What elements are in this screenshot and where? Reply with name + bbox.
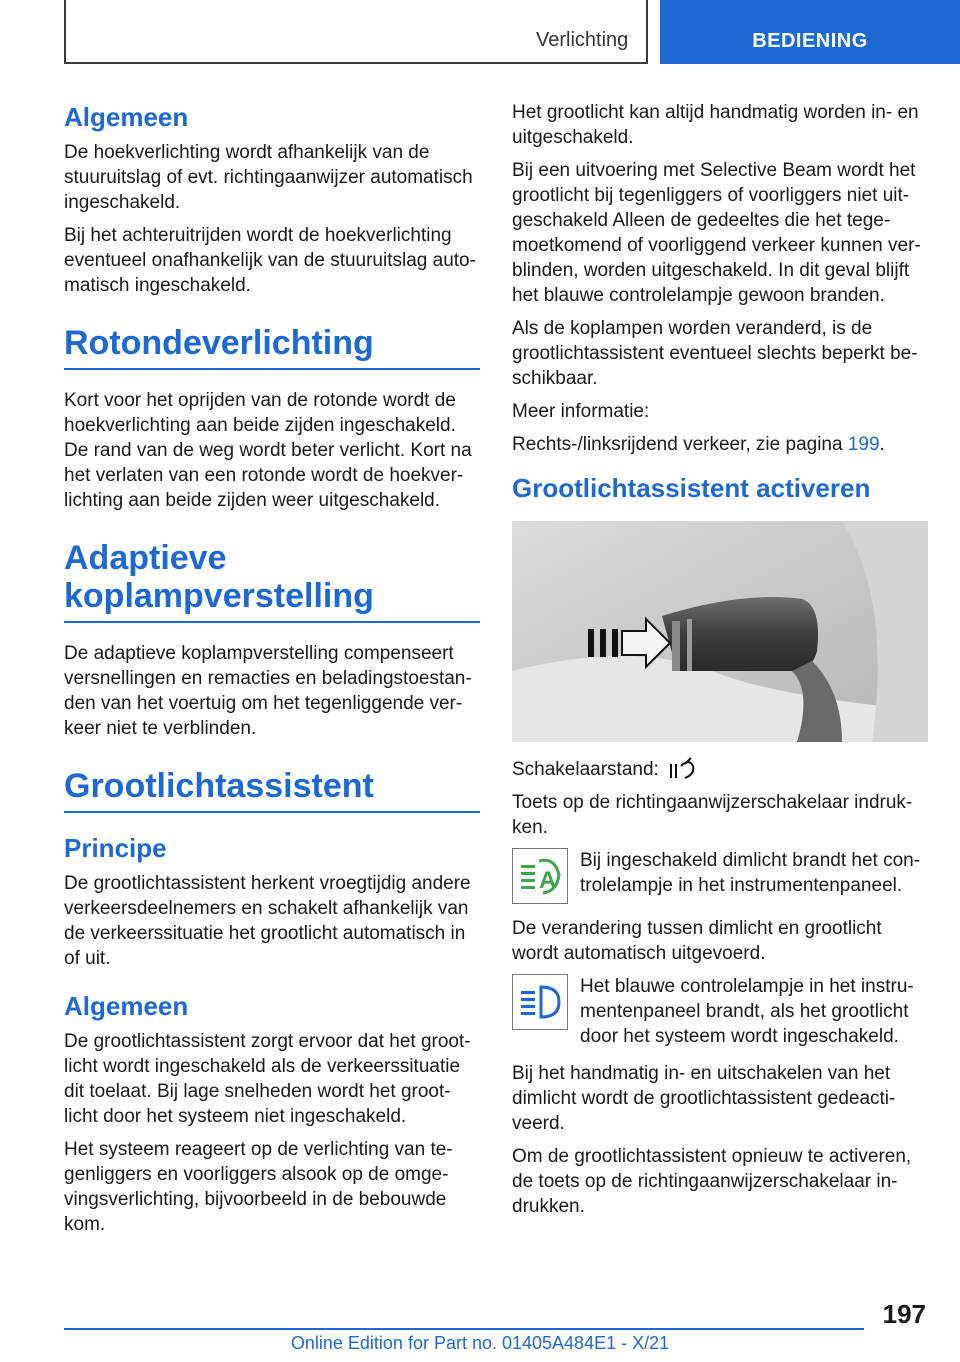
green-indicator-box	[512, 848, 568, 904]
paragraph-crossref	[512, 432, 928, 457]
high-beam-assist-green-icon	[517, 853, 563, 899]
paragraph: De adaptieve koplampverstelling compenseert versnellingen en remacties en beladingstoestan‐den van het voertuig om het tegenliggende ver‐keer niet te verblinden.	[64, 643, 472, 739]
green-indicator-text: Bij ingeschakeld dimlicht brandt het con‐trolelampje in het instrumentenpaneel.	[580, 850, 921, 896]
high-beam-assist-symbol-icon	[667, 756, 697, 782]
header-chapter-label: BEDIENING	[752, 29, 868, 52]
paragraph: Om de grootlichtassistent opnieuw te activeren, de toets op de richtingaanwijzerschakelaar in‐drukken.	[512, 1146, 912, 1217]
switch-position-line	[512, 756, 928, 782]
heading-algemeen-2: Algemeen	[64, 991, 189, 1021]
blue-indicator-text: Het blauwe controlelampje in het instru‐mentenpaneel brandt, als het grootlicht door het systeem wordt ingeschakeld.	[580, 976, 914, 1047]
paragraph: Als de koplampen worden veranderd, is de grootlichtassistent eventueel slechts beperkt be‐schikbaar.	[512, 318, 918, 389]
switch-position-label: Schakelaarstand:	[512, 758, 659, 780]
paragraph: De verandering tussen dimlicht en grootlicht wordt automatisch uitgevoerd.	[512, 918, 882, 964]
heading-adaptieve-koplampverstelling: Adaptieve koplampverstelling	[64, 539, 480, 623]
paragraph: Het systeem reageert op de verlichting van te‐genliggers en voorliggers alsook op de omge‐vingsverlichting, bijvoorbeeld in de bebouwde kom.	[64, 1139, 453, 1235]
footer-divider	[64, 1328, 864, 1330]
lever-illustration	[512, 521, 928, 742]
heading-principe: Principe	[64, 833, 167, 863]
footer-edition: Online Edition for Part no. 01405A484E1 - X/21	[290, 1333, 670, 1353]
paragraph: Kort voor het oprijden van de rotonde wordt de hoekverlichting aan beide zijden ingeschakeld. De rand van de weg wordt beter verlicht. Kort na het verlaten van een rotonde wordt de hoekver‐lichting aan beide zijden weer uitgeschakeld.	[64, 390, 472, 511]
paragraph: Bij het handmatig in- en uitschakelen van het dimlicht wordt de grootlichtassistent gedeacti‐veerd.	[512, 1063, 896, 1134]
blue-indicator-box	[512, 974, 568, 1030]
crossref-end: .	[879, 434, 885, 455]
indicator-row-blue	[512, 974, 928, 1049]
paragraph: Bij een uitvoering met Selective Beam wordt het grootlicht bij tegenliggers of voorliggers niet uit‐geschakeld Alleen de gedeeltes die het tege‐moetkomend of voorliggend verkeer kunnen ver‐blinden, worden uitgeschakeld. In dit geval blijft het blauwe controlelampje gewoon branden.	[512, 160, 921, 306]
heading-grootlichtassistent-activeren: Grootlichtassistent activeren	[512, 473, 871, 503]
paragraph: Bij het achteruitrijden wordt de hoekverlichting eventueel onafhankelijk van de stuuruitslag auto‐matisch ingeschakeld.	[64, 225, 476, 296]
page-link-199[interactable]: 199	[847, 434, 880, 455]
heading-algemeen-1: Algemeen	[64, 102, 189, 132]
paragraph: De hoekverlichting wordt afhankelijk van de stuuruitslag of evt. richtingaanwijzer automatisch ingeschakeld.	[64, 142, 473, 213]
indicator-row-green	[512, 848, 928, 904]
crossref-text: Rechts-/linksrijdend verkeer, zie pagina	[512, 434, 848, 455]
paragraph: De grootlichtassistent zorgt ervoor dat het groot‐licht wordt ingeschakeld als de verkeerssituatie dit toelaat. Bij lage snelheden wordt het groot‐licht door het systeem niet ingeschakeld.	[64, 1031, 471, 1127]
page-number: 197	[882, 1299, 926, 1329]
high-beam-blue-icon	[517, 979, 563, 1025]
right-column	[512, 100, 928, 1227]
paragraph: De grootlichtassistent herkent vroegtijdig andere verkeersdeelnemers en schakelt afhankelijk van de verkeerssituatie het grootlicht automatisch in of uit.	[64, 873, 471, 969]
header-section-title: Verlichting	[536, 29, 629, 51]
paragraph: Toets op de richtingaanwijzerschakelaar indruk‐ken.	[512, 792, 913, 838]
header-chapter-tab	[660, 0, 960, 64]
svg-text:A: A	[539, 867, 557, 894]
paragraph: Het grootlicht kan altijd handmatig worden in- en uitgeschakeld.	[512, 102, 919, 148]
turn-signal-lever-photo	[512, 521, 928, 742]
paragraph: Meer informatie:	[512, 401, 650, 422]
heading-rotondeverlichting: Rotondeverlichting	[64, 324, 480, 370]
heading-grootlichtassistent: Grootlichtassistent	[64, 767, 480, 813]
left-column	[64, 100, 480, 1245]
